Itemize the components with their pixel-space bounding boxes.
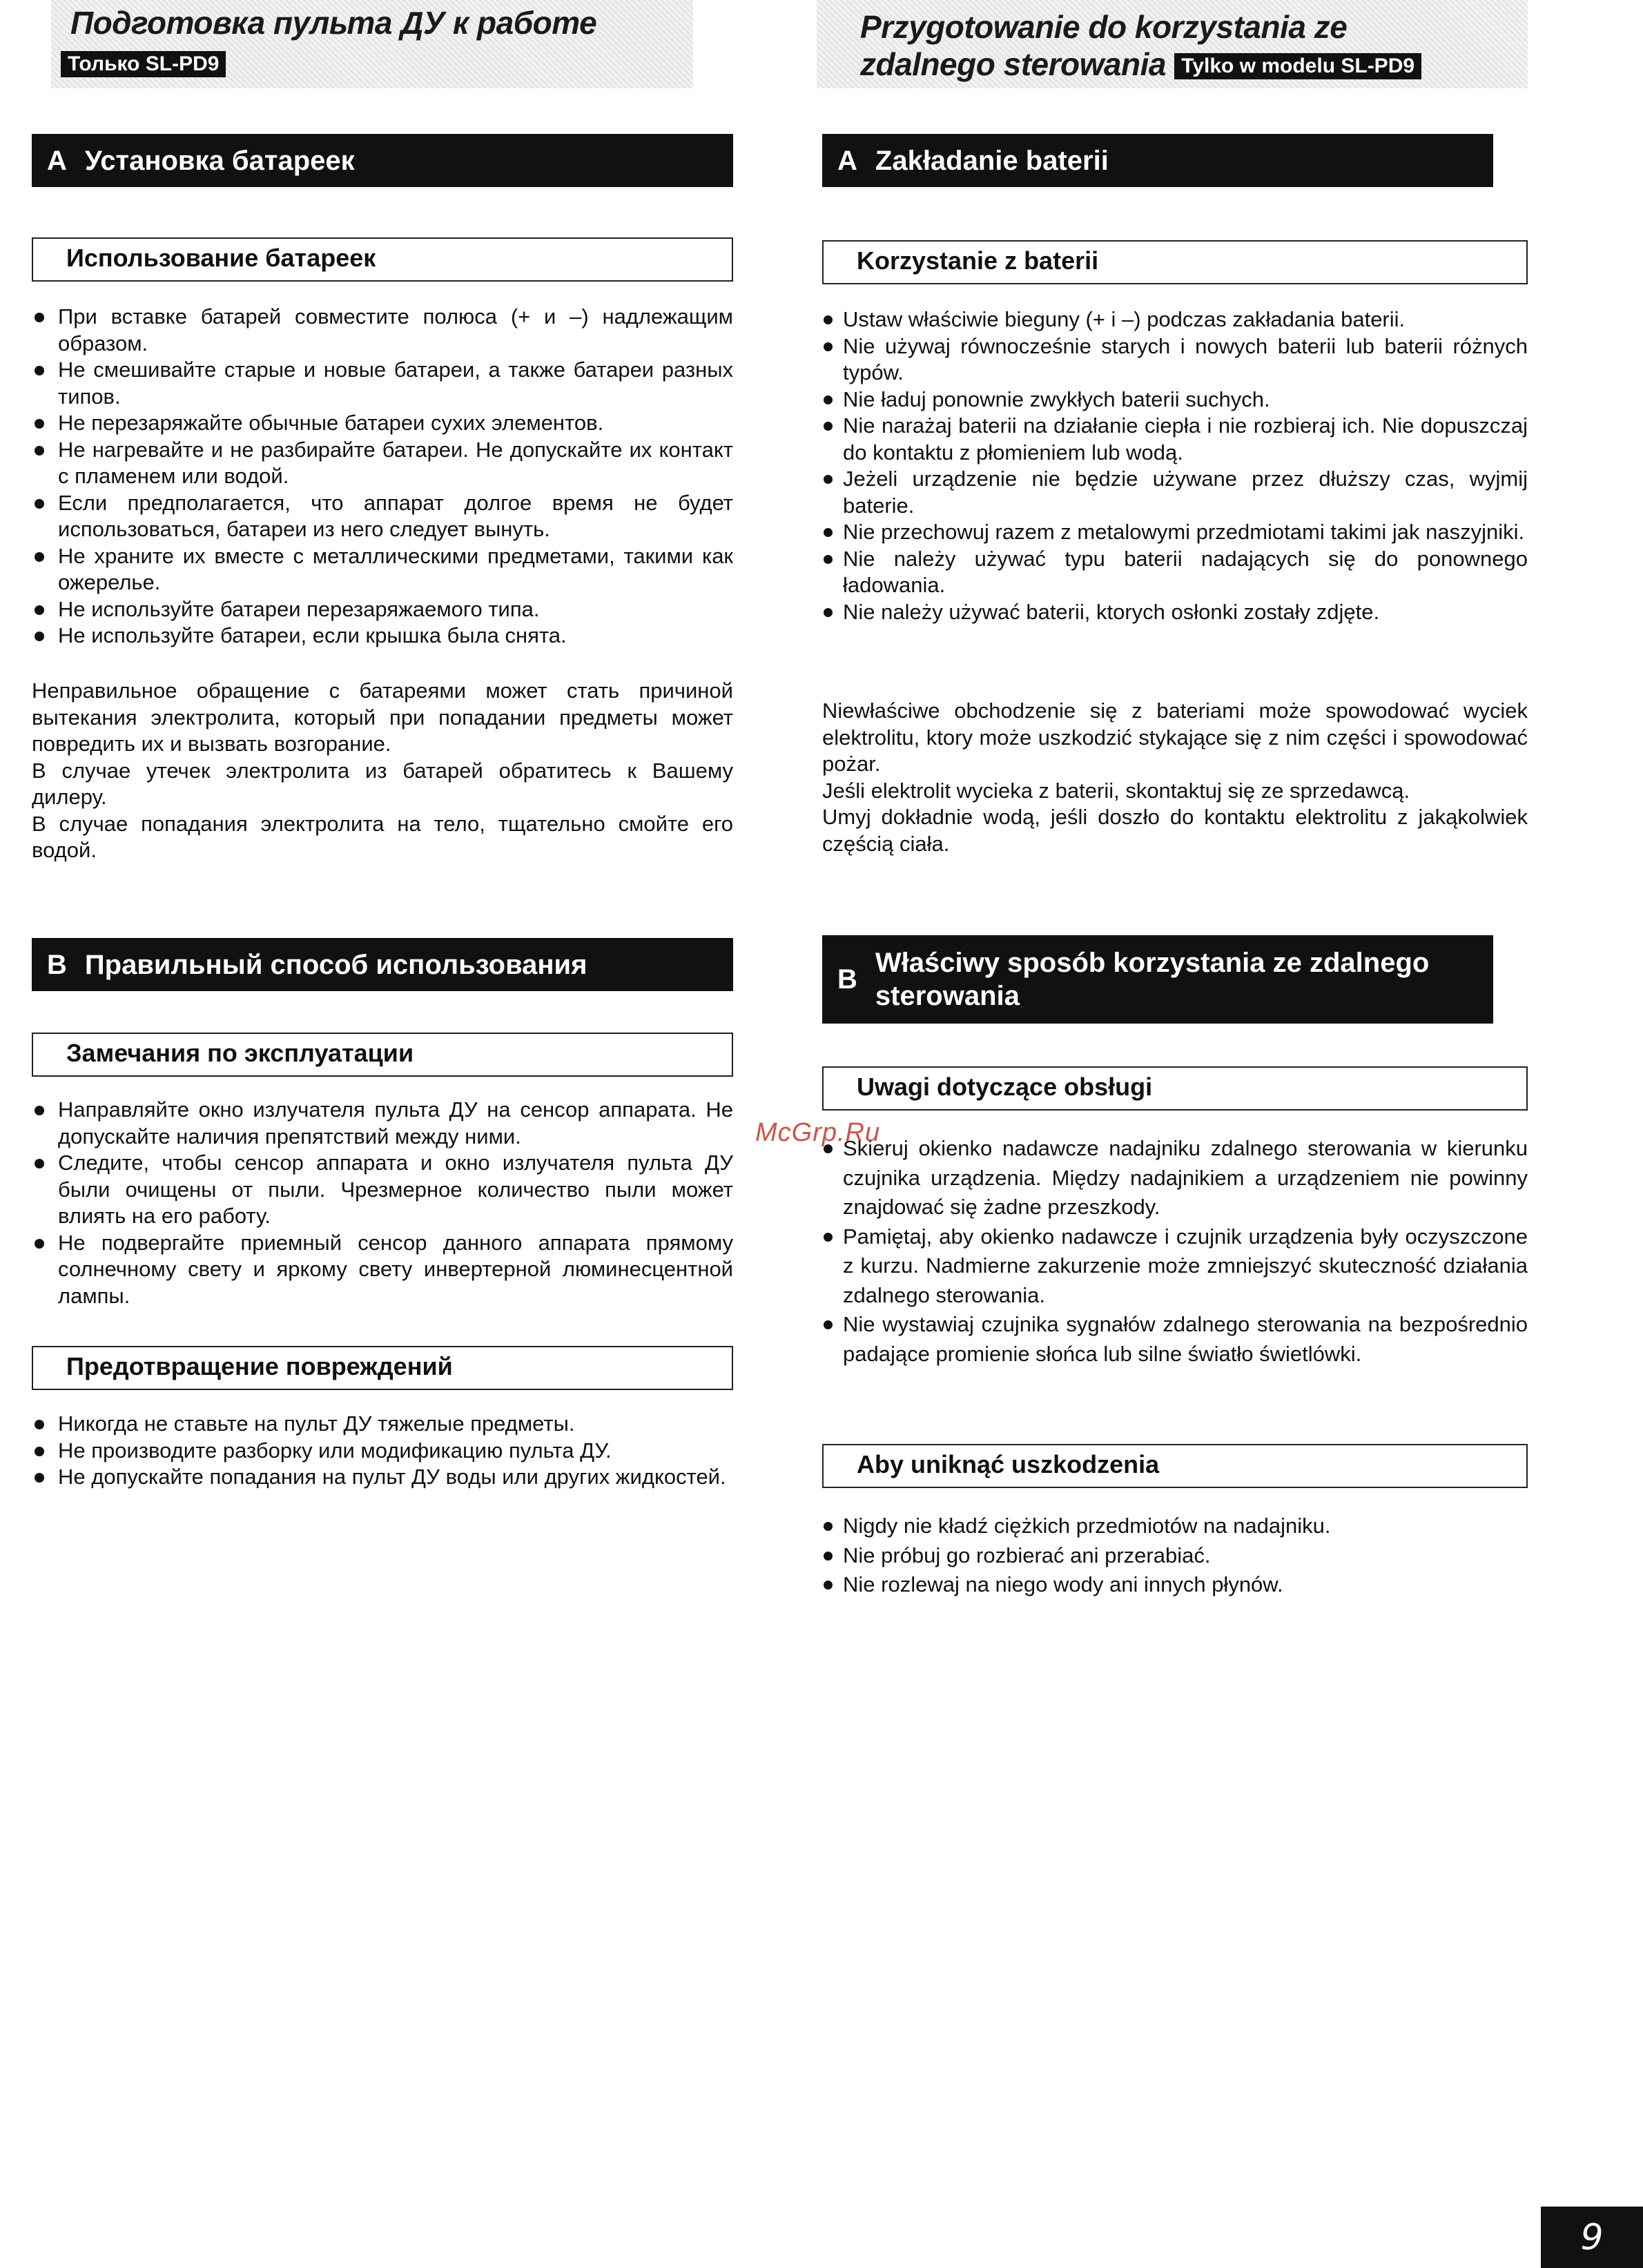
battery-warning-text-ru bbox=[32, 678, 733, 864]
bullet-icon bbox=[35, 1159, 44, 1169]
bullet-icon bbox=[35, 632, 44, 641]
bullet-icon bbox=[824, 528, 833, 537]
list-item: Nie wystawiaj czujnika sygnałów zdalnego sterowania na bezpośrednio padające promienie słońca lub silne światło świetlówki. bbox=[822, 1310, 1528, 1369]
bullet-icon bbox=[824, 315, 833, 324]
watermark: McGrp.Ru bbox=[755, 1118, 881, 1147]
bullet-icon bbox=[35, 552, 44, 562]
bullet-icon bbox=[824, 395, 833, 404]
model-tag-pl: Tylko w modelu SL-PD9 bbox=[1174, 53, 1421, 79]
bullet-icon bbox=[35, 1447, 44, 1456]
list-item: Не храните их вместе с металлическими предметами, такими как ожерелье. bbox=[32, 543, 733, 596]
section-a-header-ru bbox=[32, 134, 733, 187]
list-item: Направляйте окно излучателя пульта ДУ на сенсор аппарата. Не допускайте наличия препятствий между ними. bbox=[32, 1097, 733, 1150]
list-item: Не производите разборку или модификацию пульта ДУ. bbox=[32, 1438, 733, 1465]
operation-bullets-ru bbox=[32, 1097, 733, 1309]
paragraph: Неправильное обращение с батареями может стать причиной вытекания электролита, который при попадании предметы может повредить их и вызвать возгорание. bbox=[32, 678, 733, 756]
section-heading: Właściwy sposób korzystania ze zdalnego sterowania bbox=[875, 948, 1430, 1011]
bullet-icon bbox=[824, 1320, 833, 1329]
list-item: Nie narażaj baterii na działanie ciepła i nie rozbieraj ich. Nie dopuszczaj do kontaktu z płomieniem lub wodą. bbox=[822, 413, 1528, 466]
list-item: Не перезаряжайте обычные батареи сухих элементов. bbox=[32, 410, 733, 437]
list-item: Ustaw właściwie bieguny (+ i –) podczas zakładania baterii. bbox=[822, 306, 1528, 333]
list-item: Не используйте батареи перезаряжаемого типа. bbox=[32, 596, 733, 623]
bullet-icon bbox=[35, 366, 44, 375]
bullet-icon bbox=[824, 342, 833, 351]
section-b-header-pl bbox=[822, 935, 1493, 1024]
section-letter: A bbox=[837, 145, 857, 176]
subheading-box: Использование батареек bbox=[32, 237, 733, 282]
subheading-box: Korzystanie z baterii bbox=[822, 240, 1528, 284]
bullet-icon bbox=[35, 1106, 44, 1115]
list-item: Nie rozlewaj na niego wody ani innych płynów. bbox=[822, 1570, 1528, 1600]
bullet-icon bbox=[824, 422, 833, 431]
paragraph: В случае утечек электролита из батарей обратитесь к Вашему дилеру. bbox=[32, 758, 733, 809]
page-title-pl: Przygotowanie do korzystania ze zdalnego sterowania Tylko w modelu SL-PD9 bbox=[860, 8, 1421, 83]
section-letter: B bbox=[837, 964, 857, 995]
bullet-icon bbox=[35, 605, 44, 615]
bullet-icon bbox=[824, 555, 833, 564]
bullet-icon bbox=[35, 1473, 44, 1483]
section-b-header-ru bbox=[32, 938, 733, 991]
paragraph: Jeśli elektrolit wycieka z baterii, skontaktuj się ze sprzedawcą. bbox=[822, 778, 1410, 803]
list-item: Nie należy używać baterii, ktorych osłonki zostały zdjęte. bbox=[822, 599, 1528, 626]
list-item: Nigdy nie kładź ciężkich przedmiotów na nadajniku. bbox=[822, 1512, 1528, 1541]
paragraph: Umyj dokładnie wodą, jeśli doszło do kontaktu elektrolitu z jakąkolwiek częścią ciała. bbox=[822, 805, 1528, 856]
damage-bullets-ru bbox=[32, 1411, 733, 1491]
list-item: Nie próbuj go rozbierać ani przerabiać. bbox=[822, 1541, 1528, 1571]
bullet-icon bbox=[824, 1581, 833, 1590]
section-letter: A bbox=[47, 145, 67, 176]
list-item: Никогда не ставьте на пульт ДУ тяжелые предметы. bbox=[32, 1411, 733, 1438]
list-item: Nie przechowuj razem z metalowymi przedmiotami takimi jak naszyjniki. bbox=[822, 519, 1528, 546]
page-title-ru: Подготовка пульта ДУ к работе bbox=[70, 5, 597, 41]
list-item: Pamiętaj, aby okienko nadawcze i czujnik urządzenia były oczyszczone z kurzu. Nadmierne zakurzenie może zmniejszyć skuteczność działania zdalnego sterowania. bbox=[822, 1222, 1528, 1311]
list-item: Не подвергайте приемный сенсор данного аппарата прямому солнечному свету и яркому свету инвертерной люминесцентной лампы. bbox=[32, 1230, 733, 1310]
bullet-icon bbox=[824, 475, 833, 484]
section-a-header-pl bbox=[822, 134, 1493, 187]
list-item: Nie należy używać typu baterii nadających się do ponownego ładowania. bbox=[822, 546, 1528, 599]
subheading-box: Предотвращение повреждений bbox=[32, 1346, 733, 1390]
bullet-icon bbox=[35, 1420, 44, 1429]
section-heading: Установка батареек bbox=[84, 145, 355, 176]
subheading-box: Aby uniknąć uszkodzenia bbox=[822, 1444, 1528, 1488]
bullet-icon bbox=[824, 1233, 833, 1242]
list-item: Jeżeli urządzenie nie będzie używane przez dłuższy czas, wyjmij baterie. bbox=[822, 466, 1528, 519]
battery-warning-text-pl bbox=[822, 698, 1528, 857]
list-item: При вставке батарей совместите полюса (+ и –) надлежащим образом. bbox=[32, 304, 733, 357]
list-item: Не допускайте попадания на пульт ДУ воды или других жидкостей. bbox=[32, 1464, 733, 1491]
subheading-box: Uwagi dotyczące obsługi bbox=[822, 1066, 1528, 1111]
bullet-icon bbox=[824, 1552, 833, 1561]
subheading-box: Замечания по эксплуатации bbox=[32, 1033, 733, 1077]
list-item: Не смешивайте старые и новые батареи, а также батареи разных типов. bbox=[32, 357, 733, 410]
page-number: 9 bbox=[1541, 2207, 1643, 2268]
bullet-icon bbox=[35, 313, 44, 322]
list-item: Не нагревайте и не разбирайте батареи. Не допускайте их контакт с пламенем или водой. bbox=[32, 437, 733, 490]
section-heading: Zakładanie baterii bbox=[875, 145, 1109, 176]
bullet-icon bbox=[824, 1522, 833, 1531]
operation-bullets-pl bbox=[822, 1134, 1528, 1369]
section-heading: Правильный способ использования bbox=[84, 949, 587, 980]
bullet-icon bbox=[824, 608, 833, 617]
paragraph: В случае попадания электролита на тело, тщательно смойте его водой. bbox=[32, 811, 733, 862]
list-item: Nie używaj równocześnie starych i nowych baterii lub baterii różnych typów. bbox=[822, 333, 1528, 387]
bullet-icon bbox=[35, 419, 44, 429]
bullet-icon bbox=[35, 446, 44, 456]
list-item: Следите, чтобы сенсор аппарата и окно излучателя пульта ДУ были очищены от пыли. Чрезмерное количество пыли может влиять на его работу. bbox=[32, 1150, 733, 1230]
damage-bullets-pl bbox=[822, 1512, 1528, 1600]
bullet-icon bbox=[35, 499, 44, 509]
model-tag-ru: Только SL-PD9 bbox=[61, 51, 226, 77]
battery-bullets-pl bbox=[822, 306, 1528, 625]
battery-bullets-ru bbox=[32, 304, 733, 649]
list-item: Nie ładuj ponownie zwykłych baterii suchych. bbox=[822, 387, 1528, 413]
list-item: Если предполагается, что аппарат долгое время не будет использоваться, батареи из него следует вынуть. bbox=[32, 490, 733, 543]
paragraph: Niewłaściwe obchodzenie się z bateriami może spowodować wyciek elektrolitu, ktory może uszkodzić stykające się z nim części i spowodować pożar. bbox=[822, 698, 1528, 776]
bullet-icon bbox=[35, 1239, 44, 1249]
section-letter: B bbox=[47, 949, 67, 980]
list-item: Skieruj okienko nadawcze nadajniku zdalnego sterowania w kierunku czujnika urządzenia. Między nadajnikiem a urządzeniem nie powinny znajdować się żadne przeszkody. bbox=[822, 1134, 1528, 1222]
list-item: Не используйте батареи, если крышка была снята. bbox=[32, 623, 733, 649]
